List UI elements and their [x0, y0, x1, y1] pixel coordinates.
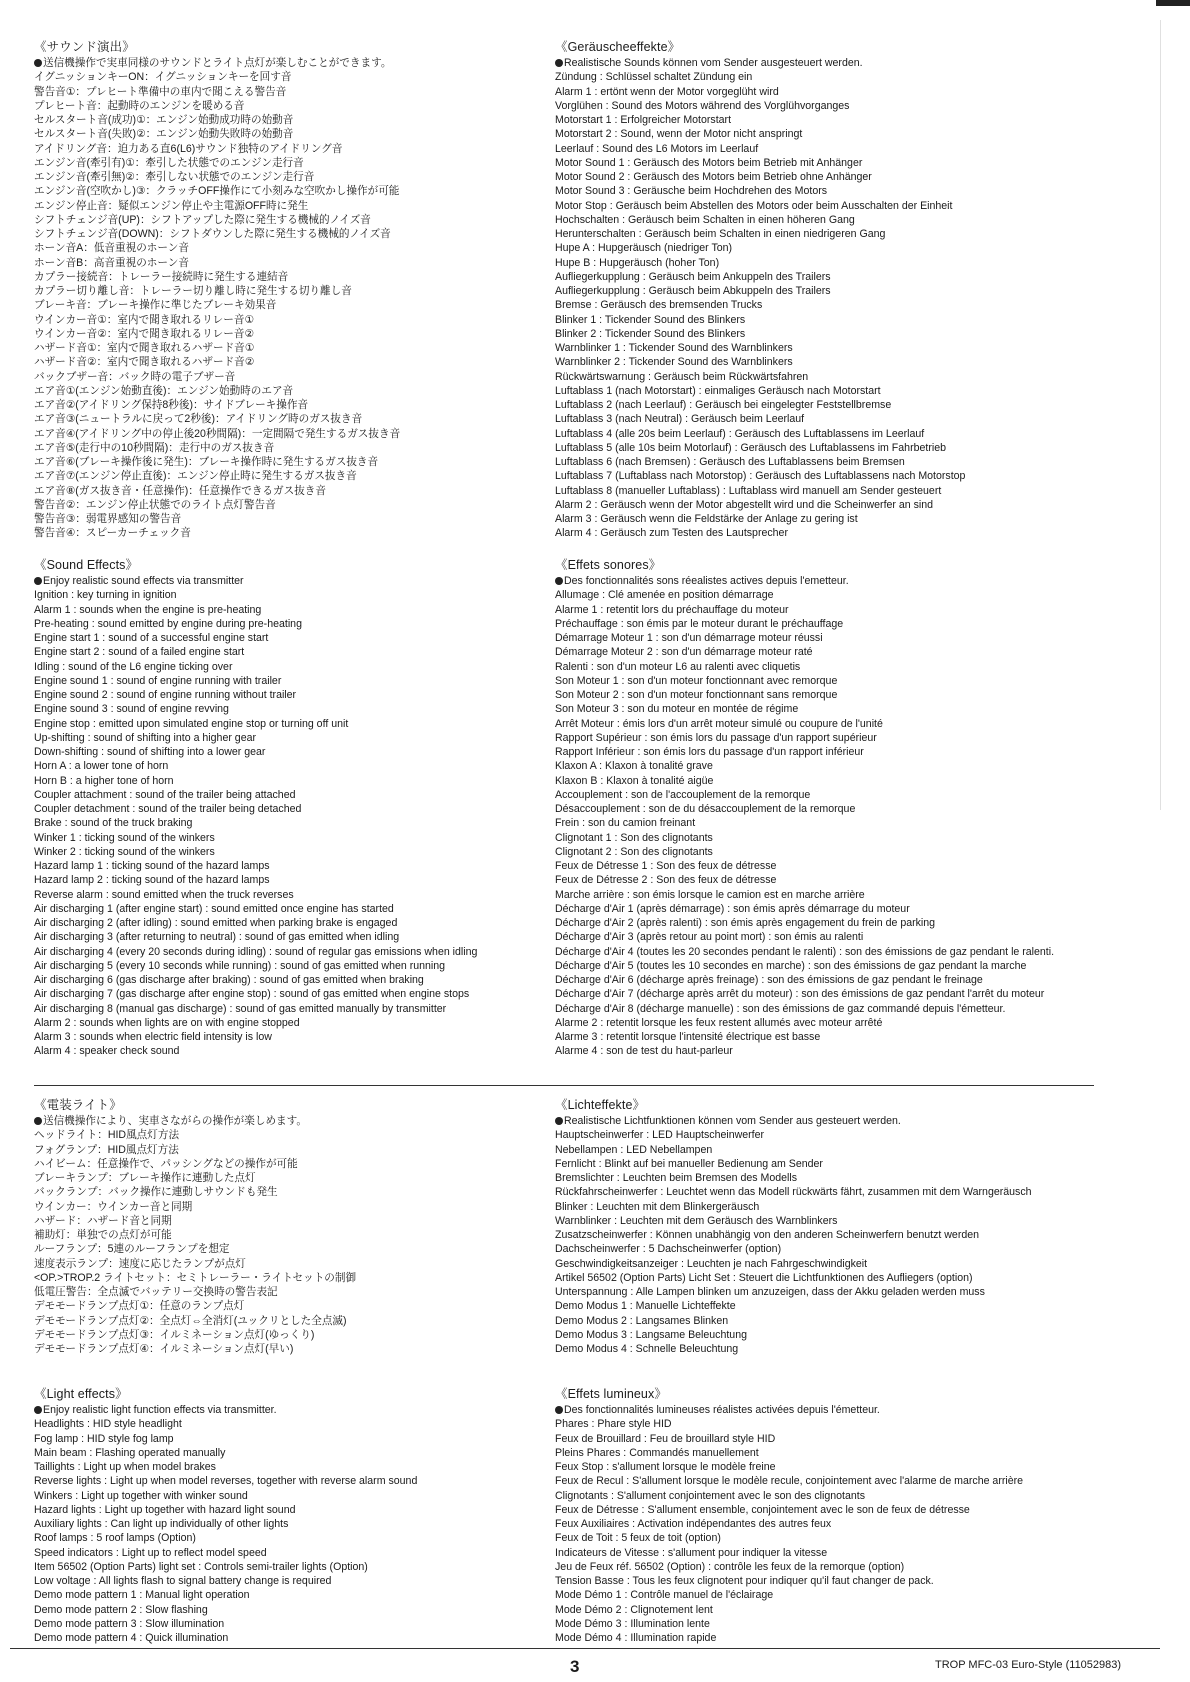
list-item: Engine sound 3 : sound of engine revving	[34, 703, 229, 716]
section-title: 《Light effects》	[34, 1387, 128, 1401]
list-item: Feux de Détresse 2 : Son des feux de détresse	[555, 874, 777, 887]
list-item: エア音⑦(エンジン停止直後)：エンジン停止時に発生するガス抜き音	[34, 470, 357, 483]
list-item: Air discharging 7 (gas discharge after engine stop) : sound of gas emitted when engine stops	[34, 988, 470, 1001]
list-item: Air discharging 5 (every 10 seconds while running) : sound of gas emitted when running	[34, 959, 446, 972]
list-item: Décharge d'Air 8 (décharge manuelle) : son des émissions de gaz commandé depuis l'émetteur.	[555, 1002, 1006, 1015]
list-item: Low voltage : All lights flash to signal battery change is required	[34, 1575, 332, 1587]
list-item: Arrêt Moteur : émis lors d'un arrêt moteur simulé ou coupure de l'unité	[555, 717, 883, 730]
list-item: Décharge d'Air 1 (après démarrage) : son émis après démarrage du moteur	[555, 902, 910, 915]
section-intro	[555, 574, 1060, 588]
list-item: Alarm 3 : sounds when electric field intensity is low	[34, 1031, 272, 1043]
section-fr-light	[555, 1387, 1060, 1645]
list-item: Mode Démo 3 : Illumination lente	[555, 1617, 710, 1630]
section-intro-text: Des fonctionnalités lumineuses réalistes activées depuis l'émetteur.	[564, 1404, 880, 1416]
list-item: Engine sound 2 : sound of engine running without trailer	[34, 689, 297, 701]
list-item: Demo Modus 1 : Manuelle Lichteffekte	[555, 1300, 736, 1313]
list-item: Brake : sound of the truck braking	[34, 817, 193, 830]
list-item: Alarm 1 : sounds when the engine is pre-heating	[34, 603, 262, 616]
list-item: Feux Auxiliaires : Activation indépendantes des autres feux	[555, 1518, 832, 1530]
list-item: Air discharging 1 (after engine start) : sound emitted once engine has started	[34, 902, 394, 915]
list-item: Hauptscheinwerfer : LED Hauptscheinwerfer	[555, 1129, 765, 1142]
list-item: Jeu de Feux réf. 56502 (Option) : contrôle les feux de la remorque (option)	[555, 1560, 905, 1573]
section-jp-light	[34, 1098, 539, 1356]
list-item: 警告音②：エンジン停止状態でのライト点灯警告音	[34, 498, 276, 511]
bullet-icon	[34, 577, 42, 585]
list-item: Feux de Détresse : S'allument ensemble, conjointement avec le son de feux de détresse	[555, 1503, 970, 1516]
list-item: カプラー接続音：トレーラー接続時に発生する連結音	[34, 270, 289, 283]
list-item: Désaccouplement : son de du désaccouplement de la remorque	[555, 803, 856, 815]
list-item: エア音⑤(走行中の10秒間隔)：走行中のガス抜き音	[34, 441, 275, 454]
list-item: Alarme 4 : son de test du haut-parleur	[555, 1045, 733, 1058]
list-item: Feux de Recul : S'allument lorsque le modèle recule, conjointement avec l'alarme de marche arrière	[555, 1475, 1024, 1488]
list-item: Alarm 2 : Geräusch wenn der Motor abgestellt wird und die Scheinwerfer an sind	[555, 498, 934, 511]
list-item: Alarm 3 : Geräusch wenn die Feldstärke der Anlage zu gering ist	[555, 513, 858, 525]
list-item: Feux de Toit : 5 feux de toit (option)	[555, 1532, 721, 1545]
bullet-icon	[555, 577, 563, 585]
list-item: エア音⑧(ガス抜き音・任意操作)：任意操作できるガス抜き音	[34, 484, 326, 497]
list-item: Alarm 1 : ertönt wenn der Motor vorgeglüht wird	[555, 85, 779, 98]
list-item: Luftablass 1 (nach Motorstart) : einmaliges Geräusch nach Motorstart	[555, 384, 881, 397]
list-item: Winker 2 : ticking sound of the winkers	[34, 845, 215, 858]
list-item: イグニッションキーON：イグニッションキーを回す音	[34, 71, 292, 84]
list-item: Aufliegerkupplung : Geräusch beim Ankuppeln des Trailers	[555, 270, 831, 283]
list-item: Motor Sound 1 : Geräusch des Motors beim Betrieb mit Anhänger	[555, 156, 863, 169]
list-item: ハザード：ハザード音と同期	[34, 1214, 172, 1227]
list-item: Feux de Détresse 1 : Son des feux de détresse	[555, 860, 777, 872]
section-de-light	[555, 1098, 1060, 1356]
section-intro-text: Realistische Sounds können vom Sender ausgesteuert werden.	[564, 57, 863, 69]
list-item: Hazard lamp 2 : ticking sound of the hazard lamps	[34, 874, 270, 887]
list-item: Rückwärtswarnung : Geräusch beim Rückwärtsfahren	[555, 370, 809, 383]
section-de-sound	[555, 40, 1060, 541]
list-item: Alarme 3 : retentit lorsque l'intensité électrique est basse	[555, 1031, 821, 1043]
list-item: Décharge d'Air 6 (décharge après freinage) : son des émissions de gaz pendant le freinage	[555, 974, 983, 986]
list-item: Fog lamp : HID style fog lamp	[34, 1432, 174, 1445]
list-item: Zündung : Schlüssel schaltet Zündung ein	[555, 71, 753, 84]
list-item: Bremse : Geräusch des bremsenden Trucks	[555, 299, 763, 312]
list-item: ハイビーム：任意操作で、パッシングなどの操作が可能	[34, 1157, 298, 1170]
list-item: エンジン音(空吹かし)③：クラッチOFF操作にて小刻みな空吹かし操作が可能	[34, 185, 400, 198]
list-item: Up-shifting : sound of shifting into a higher gear	[34, 731, 257, 744]
list-item: デモモードランプ点灯②：全点灯⇔全消灯(ユックリとした全点滅)	[34, 1314, 347, 1327]
list-item: Luftablass 2 (nach Leerlauf) : Geräusch bei eingelegter Feststellbremse	[555, 399, 892, 411]
divider-bottom	[10, 1648, 1160, 1649]
list-item: Hazard lamp 1 : ticking sound of the hazard lamps	[34, 860, 270, 872]
list-item: Demo Modus 4 : Schnelle Beleuchtung	[555, 1343, 739, 1355]
list-item: アイドリング音：迫力ある直6(L6)サウンド独特のアイドリング音	[34, 142, 343, 155]
section-intro-text: Realistische Lichtfunktionen können vom Sender aus gesteuert werden.	[564, 1115, 901, 1127]
list-item: Mode Démo 2 : Clignotement lent	[555, 1603, 713, 1616]
section-intro-text: 送信機操作で実車同様のサウンドとライト点灯が楽しむことができます。	[43, 57, 392, 69]
list-item: Son Moteur 2 : son d'un moteur fonctionnant sans remorque	[555, 689, 838, 701]
list-item: Klaxon B : Klaxon à tonalité aigüe	[555, 774, 714, 787]
list-item: デモモードランプ点灯①：任意のランプ点灯	[34, 1300, 245, 1313]
left-column	[34, 40, 539, 1644]
list-item: Demo Modus 2 : Langsames Blinken	[555, 1314, 729, 1327]
list-item: Engine sound 1 : sound of engine running with trailer	[34, 674, 282, 687]
list-item: Bremslichter : Leuchten beim Bremsen des Modells	[555, 1172, 797, 1184]
list-item: ウインカー：ウインカー音と同期	[34, 1200, 193, 1213]
list-item: Demo mode pattern 2 : Slow flashing	[34, 1603, 208, 1616]
list-item: ウインカー音①：室内で聞き取れるリレー音①	[34, 313, 254, 326]
list-item: ブレーキランプ：ブレーキ操作に連動した点灯	[34, 1172, 256, 1184]
list-item: Coupler attachment : sound of the trailer being attached	[34, 788, 296, 801]
list-item: 警告音①：プレヒート準備中の車内で聞こえる警告音	[34, 85, 287, 98]
list-item: Motorstart 2 : Sound, wenn der Motor nicht anspringt	[555, 128, 803, 141]
list-item: Demo mode pattern 4 : Quick illumination	[34, 1632, 229, 1644]
list-item: Luftablass 7 (Luftablass nach Motorstop) : Geräusch des Luftablassens nach Motorstop	[555, 470, 966, 483]
list-item: カプラー切り離し音：トレーラー切り離し時に発生する切り離し音	[34, 285, 352, 297]
list-item: デモモードランプ点灯③：イルミネーション点灯(ゆっくり)	[34, 1328, 315, 1341]
list-item: セルスタート音(失敗)②：エンジン始動失敗時の始動音	[34, 128, 294, 141]
list-item: Herunterschalten : Geräusch beim Schalten in einen niedrigeren Gang	[555, 228, 886, 240]
list-item: Rapport Inférieur : son émis lors du passage d'un rapport inférieur	[555, 746, 864, 758]
list-item: Feux Stop : s'allument lorsque le modèle freine	[555, 1461, 776, 1473]
list-item: プレヒート音：起動時のエンジンを暖める音	[34, 99, 245, 112]
list-item: 警告音④：スピーカーチェック音	[34, 527, 191, 540]
list-item: Engine start 2 : sound of a failed engine start	[34, 646, 245, 659]
list-item: Démarrage Moteur 1 : son d'un démarrage moteur réussi	[555, 632, 823, 644]
list-item: Luftablass 3 (nach Neutral) : Geräusch beim Leerlauf	[555, 413, 805, 426]
list-item: エンジン停止音：疑似エンジン停止や主電源OFF時に発生	[34, 199, 309, 212]
list-item: Rapport Supérieur : son émis lors du passage d'un rapport supérieur	[555, 731, 877, 744]
list-item: Décharge d'Air 5 (toutes les 10 secondes en marche) : son des émissions de gaz pendant la marche	[555, 959, 1027, 972]
list-item: 補助灯：単独での点灯が可能	[34, 1229, 172, 1241]
list-item: Alarm 4 : speaker check sound	[34, 1045, 180, 1058]
list-item: ホーン音B：高音重視のホーン音	[34, 256, 189, 269]
list-item: バックランプ：バック操作に連動しサウンドも発生	[34, 1186, 278, 1199]
list-item: Air discharging 4 (every 20 seconds during idling) : sound of regular gas emissions when idling	[34, 945, 478, 958]
list-item: Pre-heating : sound emitted by engine during pre-heating	[34, 617, 302, 630]
list-item: Motor Stop : Geräusch beim Abstellen des Motors oder beim Ausschalten der Einheit	[555, 199, 953, 212]
list-item: Pleins Phares : Commandés manuellement	[555, 1446, 759, 1459]
list-item: Décharge d'Air 2 (après ralenti) : son émis après engagement du frein de parking	[555, 917, 936, 929]
section-intro-text: 送信機操作により、実車さながらの操作が楽しめます。	[43, 1115, 307, 1127]
list-item: Motor Sound 2 : Geräusch des Motors beim Betrieb ohne Anhänger	[555, 171, 872, 183]
list-item: エア音④(アイドリング中の停止後20秒間隔)：一定間隔で発生するガス抜き音	[34, 427, 401, 440]
right-column	[555, 40, 1060, 1644]
footer-model: TROP MFC-03 Euro-Style (11052983)	[935, 1659, 1122, 1671]
list-item: Blinker : Leuchten mit dem Blinkergeräusch	[555, 1200, 760, 1213]
list-item: Allumage : Clé amenée en position démarrage	[555, 589, 774, 602]
list-item: Motorstart 1 : Erfolgreicher Motorstart	[555, 114, 732, 126]
list-item: Demo Modus 3 : Langsame Beleuchtung	[555, 1328, 747, 1341]
section-intro	[555, 1403, 1060, 1417]
section-intro	[555, 1114, 1060, 1128]
section-intro	[555, 56, 1060, 70]
list-item: Blinker 1 : Tickender Sound des Blinkers	[555, 313, 746, 326]
list-item: Auxiliary lights : Can light up individually of other lights	[34, 1518, 289, 1530]
section-intro	[34, 1114, 539, 1128]
bullet-icon	[555, 1406, 563, 1414]
list-item: エンジン音(牽引有)①：牽引した状態でのエンジン走行音	[34, 156, 304, 169]
list-item: Winkers : Light up together with winker sound	[34, 1489, 248, 1502]
bullet-icon	[34, 1406, 42, 1414]
list-item: Luftablass 6 (nach Bremsen) : Geräusch des Luftablassens beim Bremsen	[555, 456, 905, 468]
list-item: Reverse alarm : sound emitted when the truck reverses	[34, 888, 294, 901]
list-item: Roof lamps : 5 roof lamps (Option)	[34, 1532, 196, 1545]
list-item: Alarme 2 : retentit lorsque les feux restent allumés avec moteur arrêté	[555, 1016, 883, 1029]
list-item: セルスタート音(成功)①：エンジン始動成功時の始動音	[34, 114, 294, 126]
list-item: Luftablass 5 (alle 10s beim Motorlauf) : Geräusch des Luftablassens im Fahrbetrieb	[555, 441, 946, 454]
section-title: 《Effets lumineux》	[555, 1387, 667, 1401]
list-item: エア音⑥(ブレーキ操作後に発生)：ブレーキ操作時に発生するガス抜き音	[34, 456, 379, 468]
section-intro	[34, 56, 539, 70]
list-item: Engine stop : emitted upon simulated engine stop or turning off unit	[34, 717, 349, 730]
list-item: Engine start 1 : sound of a successful engine start	[34, 632, 269, 644]
section-title: 《Lichteffekte》	[555, 1098, 646, 1112]
list-item: Down-shifting : sound of shifting into a lower gear	[34, 746, 266, 758]
section-en-light	[34, 1387, 539, 1645]
list-item: 速度表示ランプ：速度に応じたランプが点灯	[34, 1257, 246, 1270]
list-item: エア音②(アイドリング保持8秒後)：サイドブレーキ操作音	[34, 399, 309, 411]
list-item: ウインカー音②：室内で聞き取れるリレー音②	[34, 327, 254, 340]
list-item: シフトチェンジ音(DOWN)：シフトダウンした際に発生する機械的ノイズ音	[34, 228, 391, 240]
section-intro-text: Enjoy realistic light function effects via transmitter.	[43, 1404, 277, 1416]
list-item: Hazard lights : Light up together with hazard light sound	[34, 1503, 296, 1516]
list-item: Unterspannung : Alle Lampen blinken um anzuzeigen, dass der Akku geladen werden muss	[555, 1286, 985, 1298]
list-item: Démarrage Moteur 2 : son d'un démarrage moteur raté	[555, 646, 813, 659]
list-item: Headlights : HID style headlight	[34, 1418, 182, 1431]
list-item: Aufliegerkupplung : Geräusch beim Abkuppeln des Trailers	[555, 285, 831, 297]
list-item: Warnblinker 2 : Tickender Sound des Warnblinkers	[555, 356, 793, 369]
section-intro-text: Des fonctionnalités sons réealistes actives depuis l'emetteur.	[564, 575, 849, 587]
section-title: 《電装ライト》	[34, 1098, 122, 1112]
list-item: Décharge d'Air 4 (toutes les 20 secondes pendant le ralenti) : son des émissions de gaz pendant le ralenti.	[555, 945, 1055, 958]
list-item: Air discharging 6 (gas discharge after braking) : sound of gas emitted when braking	[34, 974, 424, 986]
list-item: ハザード音②：室内で聞き取れるハザード音②	[34, 356, 255, 369]
list-item: Reverse lights : Light up when model reverses, together with reverse alarm sound	[34, 1475, 418, 1488]
list-item: Préchauffage : son émis par le moteur durant le préchauffage	[555, 617, 844, 630]
list-item: Indicateurs de Vitesse : s'allument pour indiquer la vitesse	[555, 1546, 828, 1559]
list-item: Mode Démo 1 : Contrôle manuel de l'éclairage	[555, 1589, 774, 1602]
list-item: Horn A : a lower tone of horn	[34, 760, 169, 773]
bullet-icon	[555, 1117, 563, 1125]
bullet-icon	[34, 59, 42, 67]
section-jp-sound	[34, 40, 539, 541]
list-item: Ralenti : son d'un moteur L6 au ralenti avec cliquetis	[555, 660, 801, 673]
list-item: Mode Démo 4 : Illumination rapide	[555, 1632, 717, 1644]
list-item: Hochschalten : Geräusch beim Schalten in einen höheren Gang	[555, 213, 855, 226]
list-item: Coupler detachment : sound of the trailer being detached	[34, 803, 302, 815]
bullet-icon	[555, 59, 563, 67]
list-item: Idling : sound of the L6 engine ticking over	[34, 660, 233, 673]
list-item: Dachscheinwerfer : 5 Dachscheinwerfer (option)	[555, 1243, 782, 1256]
list-item: Son Moteur 1 : son d'un moteur fonctionnant avec remorque	[555, 674, 838, 687]
list-item: Air discharging 8 (manual gas discharge) : sound of gas emitted manually by transmitter	[34, 1002, 447, 1015]
list-item: Alarm 4 : Geräusch zum Testen des Lautsprecher	[555, 527, 788, 540]
list-item: ブレーキ音：ブレーキ操作に準じたブレーキ効果音	[34, 299, 277, 312]
bullet-icon	[34, 1117, 42, 1125]
section-title: 《Geräuscheeffekte》	[555, 40, 681, 54]
list-item: Hupe B : Hupgeräusch (hoher Ton)	[555, 256, 720, 269]
list-item: Geschwindigkeitsanzeiger : Leuchten je nach Fahrgeschwindigkeit	[555, 1257, 868, 1270]
list-item: Air discharging 2 (after idling) : sound emitted when parking brake is engaged	[34, 917, 398, 929]
section-intro-text: Enjoy realistic sound effects via transmitter	[43, 575, 244, 587]
section-title: 《Sound Effects》	[34, 558, 139, 572]
section-title: 《Effets sonores》	[555, 558, 662, 572]
list-item: Speed indicators : Light up to reflect model speed	[34, 1546, 267, 1559]
list-item: エア音③(ニュートラルに戻って2秒後)：アイドリング時のガス抜き音	[34, 413, 363, 426]
list-item: Klaxon A : Klaxon à tonalité grave	[555, 760, 713, 773]
list-item: Son Moteur 3 : son du moteur en montée de régime	[555, 703, 799, 716]
list-item: Clignotants : S'allument conjointement avec le son des clignotants	[555, 1489, 866, 1502]
list-item: ハザード音①：室内で聞き取れるハザード音①	[34, 342, 255, 354]
list-item: デモモードランプ点灯④：イルミネーション点灯(早い)	[34, 1343, 294, 1355]
list-item: Vorglühen : Sound des Motors während des Vorglühvorganges	[555, 99, 850, 112]
list-item: エア音①(エンジン始動直後)：エンジン始動時のエア音	[34, 384, 294, 397]
list-item: フォグランプ：HID風点灯方法	[34, 1143, 179, 1156]
section-en-sound	[34, 558, 539, 1059]
list-item: Fernlicht : Blinkt auf bei manueller Bedienung am Sender	[555, 1157, 823, 1170]
list-item: Clignotant 2 : Son des clignotants	[555, 845, 713, 858]
section-intro	[34, 1403, 539, 1417]
list-item: <OP.>TROP.2 ライトセット：セミトレーラー・ライトセットの制御	[34, 1271, 357, 1284]
list-item: Blinker 2 : Tickender Sound des Blinkers	[555, 327, 746, 340]
list-item: Motor Sound 3 : Geräusche beim Hochdrehen des Motors	[555, 185, 828, 198]
list-item: Air discharging 3 (after returning to neutral) : sound of gas emitted when idling	[34, 931, 400, 944]
list-item: Tension Basse : Tous les feux clignotent pour indiquer qu'il faut changer de pack.	[555, 1575, 934, 1587]
section-title: 《サウンド演出》	[34, 40, 135, 54]
list-item: Demo mode pattern 1 : Manual light operation	[34, 1589, 250, 1602]
list-item: Main beam : Flashing operated manually	[34, 1446, 226, 1459]
list-item: Phares : Phare style HID	[555, 1418, 672, 1431]
list-item: Hupe A : Hupgeräusch (niedriger Ton)	[555, 242, 733, 255]
list-item: Luftablass 8 (manueller Luftablass) : Luftablass wird manuell am Sender gesteuert	[555, 484, 942, 497]
list-item: Horn B : a higher tone of horn	[34, 774, 174, 787]
list-item: シフトチェンジ音(UP)：シフトアップした際に発生する機械的ノイズ音	[34, 213, 371, 226]
list-item: 警告音③：弱電界感知の警告音	[34, 513, 182, 525]
list-item: ルーフランプ：5連のルーフランプを想定	[34, 1243, 230, 1256]
list-item: Taillights : Light up when model brakes	[34, 1461, 216, 1473]
list-item: Clignotant 1 : Son des clignotants	[555, 831, 713, 844]
divider-middle	[34, 1085, 1094, 1086]
list-item: Zusatzscheinwerfer : Können unabhängig von den anderen Scheinwerfern benutzt werden	[555, 1229, 980, 1241]
section-fr-sound	[555, 558, 1060, 1059]
list-item: エンジン音(牽引無)②：牽引しない状態でのエンジン走行音	[34, 171, 315, 183]
list-item: Décharge d'Air 3 (après retour au point mort) : son émis au ralenti	[555, 931, 864, 944]
list-item: Leerlauf : Sound des L6 Motors im Leerlauf	[555, 142, 759, 155]
list-item: Item 56502 (Option Parts) light set : Controls semi-trailer lights (Option)	[34, 1560, 368, 1573]
list-item: Alarme 1 : retentit lors du préchauffage du moteur	[555, 603, 789, 616]
page-edge-line	[1160, 20, 1161, 810]
list-item: Warnblinker 1 : Tickender Sound des Warnblinkers	[555, 342, 793, 354]
page-edge-mark	[1156, 0, 1190, 6]
list-item: Décharge d'Air 7 (décharge après arrêt du moteur) : son des émissions de gaz pendant l'arrêt du moteur	[555, 988, 1045, 1001]
list-item: Alarm 2 : sounds when lights are on with engine stopped	[34, 1016, 300, 1029]
list-item: Nebellampen : LED Nebellampen	[555, 1143, 713, 1156]
list-item: Artikel 56502 (Option Parts) Licht Set : Steuert die Lichtfunktionen des Aufliegers (option)	[555, 1271, 973, 1284]
list-item: Accouplement : son de l'accouplement de la remorque	[555, 788, 811, 801]
list-item: Luftablass 4 (alle 20s beim Leerlauf) : Geräusch des Luftablassens im Leerlauf	[555, 427, 925, 440]
list-item: バックブザー音：バック時の電子ブザー音	[34, 370, 236, 383]
list-item: Demo mode pattern 3 : Slow illumination	[34, 1617, 225, 1630]
list-item: Frein : son du camion freinant	[555, 817, 696, 830]
page-number: 3	[570, 1657, 580, 1676]
list-item: Marche arrière : son émis lorsque le camion est en marche arrière	[555, 888, 865, 901]
list-item: Feux de Brouillard : Feu de brouillard style HID	[555, 1432, 776, 1445]
list-item: ホーン音A：低音重視のホーン音	[34, 242, 189, 255]
list-item: 低電圧警告：全点滅でバッテリー交換時の警告表記	[34, 1286, 278, 1298]
list-item: Warnblinker : Leuchten mit dem Geräusch des Warnblinkers	[555, 1214, 838, 1227]
section-intro	[34, 574, 539, 588]
list-item: Winker 1 : ticking sound of the winkers	[34, 831, 215, 844]
list-item: ヘッドライト：HID風点灯方法	[34, 1129, 180, 1142]
list-item: Rückfahrscheinwerfer : Leuchtet wenn das Modell rückwärts fährt, zusammen mit dem Warngeräusch	[555, 1186, 1032, 1199]
list-item: Ignition : key turning in ignition	[34, 589, 177, 602]
